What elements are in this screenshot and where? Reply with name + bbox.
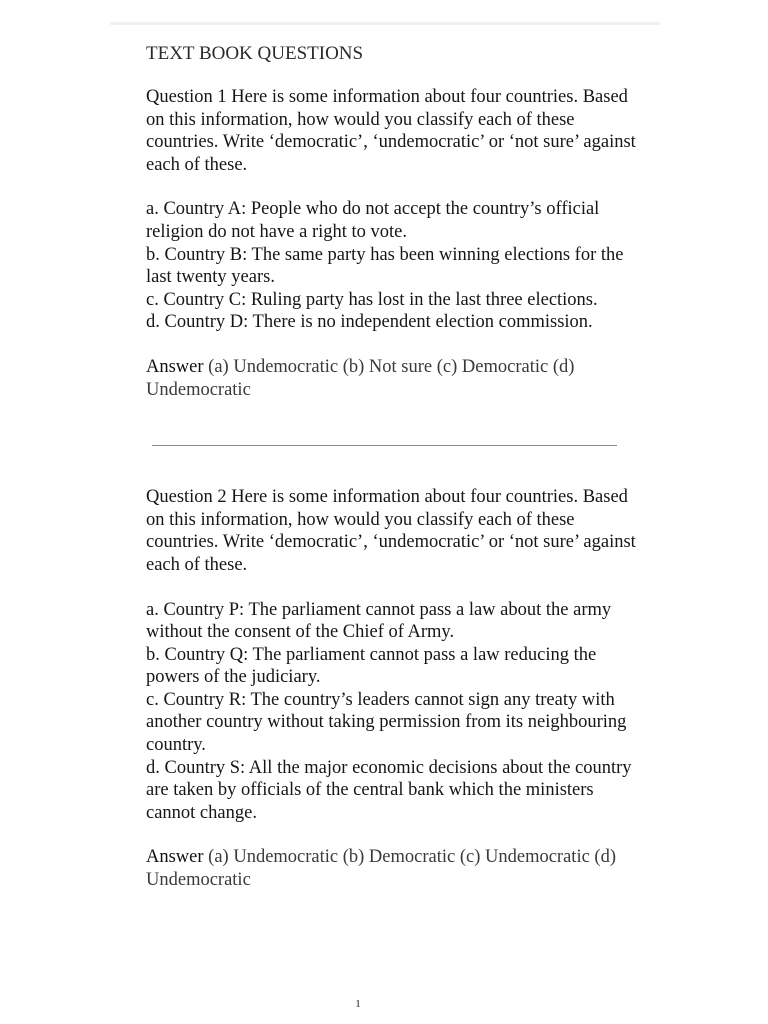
question-1-answer-label: Answer	[146, 356, 204, 377]
question-2-prompt: Question 2 Here is some information about four countries. Based on this information, how would you classify each of these countries. Write ‘democratic’, ‘undemocratic’ or ‘not sure’ against each of these.	[146, 487, 636, 575]
document-page	[146, 41, 636, 892]
question-1	[146, 86, 636, 401]
question-2	[146, 486, 636, 892]
question-2-option-c: c. Country R: The country’s leaders cannot sign any treaty with another country without taking permission from its neighbouring country.	[146, 689, 627, 756]
question-1-option-c: c. Country C: Ruling party has lost in the last three elections.	[146, 289, 598, 310]
question-2-option-a: a. Country P: The parliament cannot pass a law about the army without the consent of the Chief of Army.	[146, 599, 612, 643]
question-1-answer	[146, 356, 636, 401]
section-heading: TEXT BOOK QUESTIONS	[146, 43, 364, 64]
question-2-answer-text: (a) Undemocratic (b) Democratic (c) Undemocratic (d) Undemocratic	[146, 847, 616, 891]
question-2-option-b: b. Country Q: The parliament cannot pass a law reducing the powers of the judiciary.	[146, 644, 597, 688]
question-2-answer-label: Answer	[146, 847, 204, 868]
question-1-option-a: a. Country A: People who do not accept the country’s official religion do not have a right to vote.	[146, 199, 600, 242]
question-1-option-b: b. Country B: The same party has been winning elections for the last twenty years.	[146, 244, 624, 288]
question-2-options	[146, 599, 636, 825]
question-2-option-d: d. Country S: All the major economic decisions about the country are taken by officials of the central bank which the ministers cannot change.	[146, 757, 632, 823]
question-2-answer	[146, 846, 636, 891]
section-divider	[152, 445, 617, 446]
question-1-answer-text: (a) Undemocratic (b) Not sure (c) Democratic (d) Undemocratic	[146, 356, 575, 400]
question-1-prompt: Question 1 Here is some information about four countries. Based on this information, how would you classify each of these countries. Write ‘democratic’, ‘undemocratic’ or ‘not sure’ against each of these.	[146, 87, 636, 175]
question-1-option-d: d. Country D: There is no independent election commission.	[146, 312, 593, 333]
page-number: 1	[355, 998, 361, 1010]
question-1-options	[146, 198, 636, 334]
top-rule	[110, 22, 660, 25]
